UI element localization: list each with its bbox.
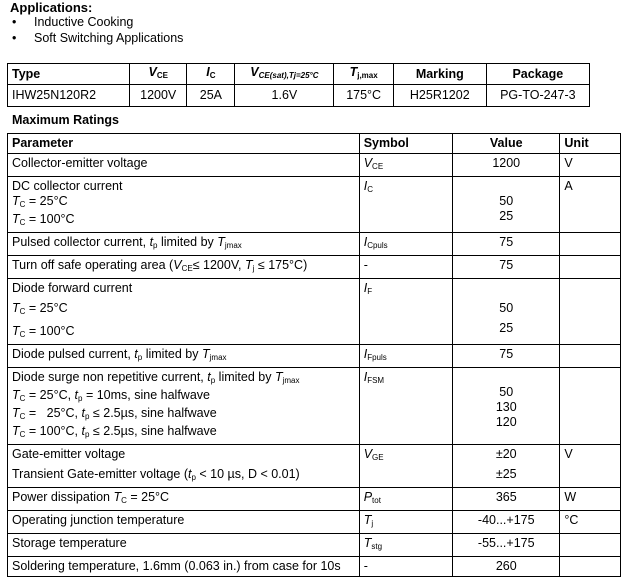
cond-rest: = 25°C,: [25, 388, 75, 402]
cond-var: T: [12, 301, 20, 315]
table-row: [8, 534, 621, 557]
param-var: t: [134, 347, 138, 361]
param-text-line: [12, 370, 355, 388]
value-line: 50: [499, 301, 514, 315]
header-unit: Unit: [560, 134, 621, 154]
param-sub: C: [121, 496, 127, 505]
value-cell: [453, 445, 560, 488]
unit-cell: V: [560, 154, 621, 177]
cond-var: T: [12, 424, 20, 438]
unit-cell: [560, 345, 621, 368]
symbol-cell: [359, 511, 452, 534]
application-item: [12, 15, 133, 29]
unit-cell: [560, 279, 621, 345]
header-vce: [130, 64, 187, 85]
cond-rest: = 25°C,: [25, 406, 82, 420]
table-row: [8, 256, 621, 279]
cond-var: T: [12, 194, 20, 208]
table-row: [8, 557, 621, 577]
cond-sub: C: [19, 412, 26, 421]
cond-rest: = 25°C: [25, 301, 68, 315]
value-cell: 260: [453, 557, 560, 577]
table-row: [8, 445, 621, 488]
symbol-cell: [359, 177, 452, 233]
symbol-main: I: [363, 235, 368, 249]
header-ic: [187, 64, 235, 85]
symbol-main: I: [363, 347, 368, 361]
header-vcesat-main: V: [250, 65, 259, 79]
param-text: Gate-emitter voltage: [12, 447, 126, 461]
param-text: Pulsed collector current,: [12, 235, 150, 249]
unit-cell: °C: [560, 511, 621, 534]
cond-sub: C: [19, 307, 26, 316]
symbol-cell: -: [359, 256, 452, 279]
type-table-row: [8, 85, 590, 107]
cond-var: t: [74, 388, 79, 402]
symbol-sub: j: [371, 519, 374, 528]
type-table-header-row: [8, 64, 590, 85]
symbol-cell: [359, 488, 452, 511]
cond-rest: ≤ 2.5µs, sine halfwave: [89, 406, 217, 420]
param-sub: jmax: [282, 376, 300, 385]
symbol-sub: F: [367, 287, 373, 296]
param-var: t: [188, 467, 192, 481]
header-tj-sub: j,max: [357, 71, 378, 80]
cond-rest: = 100°C,: [25, 424, 82, 438]
param-condition: [12, 324, 355, 342]
header-symbol: Symbol: [359, 134, 452, 154]
param-sub: jmax: [209, 353, 227, 362]
application-item-label: Inductive Cooking: [34, 15, 134, 29]
header-ic-main: I: [206, 65, 210, 79]
param-var: t: [149, 235, 154, 249]
param-sub: p: [210, 376, 216, 385]
application-item: [12, 31, 183, 45]
cond-var: t: [81, 424, 85, 438]
symbol-main: T: [363, 536, 372, 550]
param-var: T: [274, 370, 283, 384]
param-cell: [8, 488, 360, 511]
value-spacer: [457, 179, 555, 194]
symbol-sub: tot: [372, 496, 381, 505]
cond-rest: = 100°C: [25, 212, 75, 226]
header-package: Package: [486, 64, 589, 85]
cell-ic: 25A: [187, 85, 235, 107]
type-table: [7, 63, 590, 107]
symbol-cell: [359, 445, 452, 488]
param-cell: Operating junction temperature: [8, 511, 360, 534]
param-cell: [8, 279, 360, 345]
value-spacer: [457, 370, 555, 385]
unit-cell: A: [560, 177, 621, 233]
symbol-sub: FSM: [367, 376, 385, 385]
symbol-cell: [359, 279, 452, 345]
param-var: t: [207, 370, 211, 384]
table-row: [8, 511, 621, 534]
cond-sub: p: [84, 412, 90, 421]
param-condition: [12, 194, 355, 212]
cond-sub: p: [78, 394, 83, 403]
value-line: 130: [495, 400, 517, 414]
unit-cell: [560, 233, 621, 256]
symbol-main: T: [363, 513, 372, 527]
symbol-cell: [359, 534, 452, 557]
param-text-line: [12, 467, 355, 485]
table-row: [8, 279, 621, 345]
value-line: 120: [495, 415, 517, 429]
param-text: Diode forward current: [12, 281, 133, 295]
symbol-main: I: [363, 281, 368, 295]
cond-var: T: [12, 212, 20, 226]
symbol-sub: CE: [372, 162, 384, 171]
value-cell: [453, 368, 560, 445]
unit-cell: [560, 534, 621, 557]
cond-var: T: [12, 406, 20, 420]
ratings-header-row: [8, 134, 621, 154]
bullet-icon: •: [12, 31, 17, 45]
param-condition: [12, 424, 355, 442]
symbol-sub: Cpuls: [367, 241, 388, 250]
cond-sub: p: [84, 430, 90, 439]
header-vcesat: [235, 64, 334, 85]
symbol-cell: [359, 154, 452, 177]
value-cell: [453, 279, 560, 345]
applications-heading: Applications:: [10, 0, 93, 15]
value-cell: [453, 177, 560, 233]
header-type: Type: [8, 64, 130, 85]
max-ratings-heading: Maximum Ratings: [12, 113, 119, 127]
value-line: 25: [499, 321, 514, 335]
symbol-cell: -: [359, 557, 452, 577]
symbol-sub: GE: [372, 453, 384, 462]
param-cell: [8, 177, 360, 233]
table-row: [8, 233, 621, 256]
bullet-icon: •: [12, 15, 17, 29]
header-ic-sub: C: [209, 71, 216, 80]
cond-sub: C: [19, 218, 26, 227]
value-line: 50: [499, 194, 514, 208]
value-cell: 75: [453, 345, 560, 368]
param-text: Transient Gate-emitter voltage (: [12, 467, 188, 481]
param-cell: [8, 233, 360, 256]
param-cell: [8, 345, 360, 368]
header-marking: Marking: [393, 64, 486, 85]
symbol-main: V: [363, 156, 373, 170]
symbol-cell: [359, 368, 452, 445]
symbol-main: I: [363, 370, 368, 384]
value-cell: 365: [453, 488, 560, 511]
param-var: V: [173, 258, 182, 272]
param-cell: Storage temperature: [8, 534, 360, 557]
cell-marking: H25R1202: [393, 85, 486, 107]
cond-var: t: [81, 406, 85, 420]
symbol-sub: C: [367, 185, 373, 194]
table-row: [8, 368, 621, 445]
header-vcesat-sub: CE(sat),Tj=25°C: [258, 71, 319, 80]
param-sub: p: [137, 353, 143, 362]
unit-cell: [560, 368, 621, 445]
header-tj-main: T: [349, 65, 358, 79]
cond-rest: = 10ms, sine halfwave: [82, 388, 210, 402]
param-cell: [8, 445, 360, 488]
table-row: [8, 345, 621, 368]
unit-cell: V: [560, 445, 621, 488]
header-parameter: Parameter: [8, 134, 360, 154]
cell-vcesat: 1.6V: [235, 85, 334, 107]
value-line: ±20: [495, 447, 517, 461]
cond-rest: = 25°C: [25, 194, 68, 208]
value-cell: 1200: [453, 154, 560, 177]
param-cell: Collector-emitter voltage: [8, 154, 360, 177]
cond-sub: C: [19, 430, 26, 439]
symbol-main: P: [363, 490, 373, 504]
param-text: < 10 µs, D < 0.01): [195, 467, 300, 481]
table-row: [8, 177, 621, 233]
param-sub: p: [153, 241, 158, 250]
param-text: limited by: [142, 347, 202, 361]
symbol-sub: Fpuls: [367, 353, 387, 362]
header-value: Value: [453, 134, 560, 154]
unit-cell: [560, 256, 621, 279]
param-text: ≤ 175°C): [254, 258, 308, 272]
param-text: limited by: [215, 370, 275, 384]
symbol-main: V: [363, 447, 373, 461]
cond-var: T: [12, 324, 20, 338]
param-text: limited by: [157, 235, 218, 249]
max-ratings-table: [7, 133, 621, 577]
header-vce-main: V: [148, 65, 157, 79]
param-sub: j: [252, 264, 255, 273]
param-text: Diode pulsed current,: [12, 347, 135, 361]
param-sub: CE: [181, 264, 193, 273]
param-var: T: [113, 490, 122, 504]
cell-vce: 1200V: [130, 85, 187, 107]
cond-rest: ≤ 2.5µs, sine halfwave: [89, 424, 217, 438]
param-condition: [12, 212, 355, 230]
symbol-sub: stg: [371, 542, 383, 551]
param-var: T: [201, 347, 210, 361]
value-cell: -40...+175: [453, 511, 560, 534]
header-tj: [334, 64, 393, 85]
cond-rest: = 100°C: [25, 324, 75, 338]
value-cell: 75: [453, 233, 560, 256]
symbol-main: I: [363, 179, 368, 193]
value-line: 25: [499, 209, 514, 223]
unit-cell: W: [560, 488, 621, 511]
param-condition: [12, 406, 355, 424]
cell-type: IHW25N120R2: [8, 85, 130, 107]
application-item-label: Soft Switching Applications: [34, 31, 184, 45]
value-spacer: [457, 281, 555, 296]
cond-sub: C: [19, 394, 26, 403]
param-text: DC collector current: [12, 179, 123, 193]
param-var: T: [244, 258, 253, 272]
symbol-cell: [359, 345, 452, 368]
cell-tj: 175°C: [334, 85, 393, 107]
value-line: 50: [499, 385, 514, 399]
value-cell: -55...+175: [453, 534, 560, 557]
param-text: ≤ 1200V,: [192, 258, 245, 272]
param-cell: Soldering temperature, 1.6mm (0.063 in.) from case for 10s: [8, 557, 360, 577]
param-text: = 25°C: [126, 490, 170, 504]
value-line: ±25: [495, 467, 517, 481]
param-text: Turn off safe operating area (: [12, 258, 174, 272]
header-vce-sub: CE: [156, 71, 168, 80]
value-cell: 75: [453, 256, 560, 279]
param-condition: [12, 301, 355, 319]
cond-sub: C: [19, 330, 26, 339]
param-condition: [12, 388, 355, 406]
param-sub: jmax: [224, 241, 242, 250]
param-cell: [8, 256, 360, 279]
table-row: [8, 488, 621, 511]
param-sub: p: [191, 473, 196, 482]
cond-var: T: [12, 388, 20, 402]
param-text: Power dissipation: [12, 490, 114, 504]
table-row: [8, 154, 621, 177]
symbol-cell: [359, 233, 452, 256]
param-var: T: [217, 235, 225, 249]
cell-package: PG-TO-247-3: [486, 85, 589, 107]
cond-sub: C: [19, 200, 26, 209]
param-text: Diode surge non repetitive current,: [12, 370, 208, 384]
unit-cell: [560, 557, 621, 577]
param-cell: [8, 368, 360, 445]
